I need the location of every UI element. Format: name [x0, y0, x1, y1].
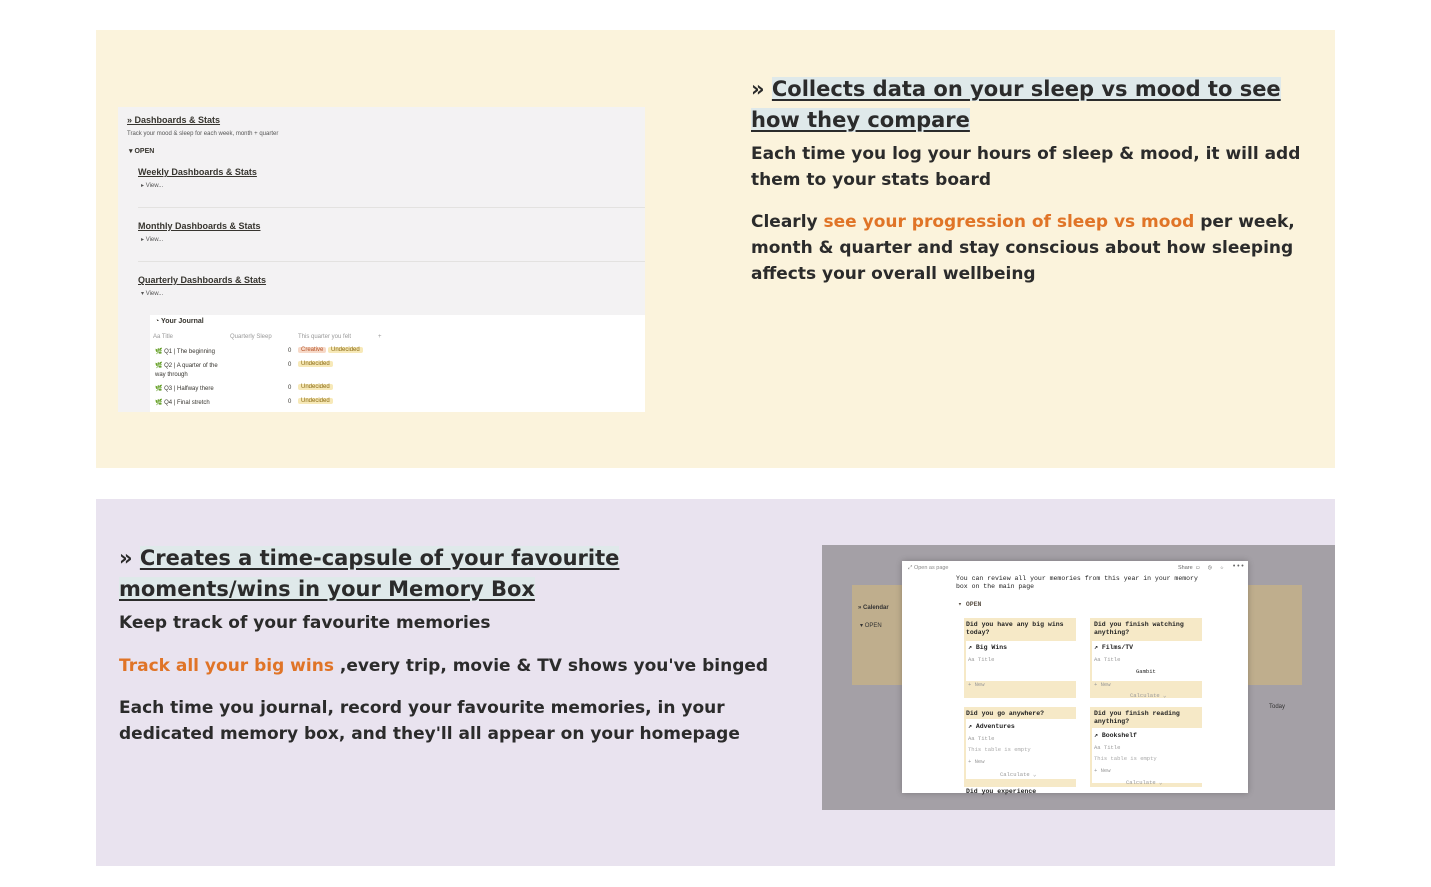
weekly-dashboards-link[interactable]: Weekly Dashboards & Stats: [138, 167, 257, 177]
weekly-view-toggle[interactable]: ▸ View...: [141, 183, 164, 189]
adventures-title-col: Aa Title: [968, 735, 995, 742]
row-tags: Creative Undecided: [298, 347, 363, 353]
star-icon[interactable]: ☆: [1220, 564, 1224, 571]
open-toggle[interactable]: ▾ OPEN: [129, 148, 155, 155]
divider: [138, 261, 645, 262]
divider: [138, 207, 645, 208]
adventures-question: Did you go anywhere?: [966, 710, 1045, 717]
bookshelf-db-link[interactable]: ↗ Bookshelf: [1094, 732, 1137, 739]
calendar-heading: » Calendar: [858, 605, 889, 611]
comment-icon[interactable]: ▭: [1196, 564, 1200, 571]
row-sleep-value: 0: [288, 385, 292, 391]
journal-title: ◔ Your Journal: [155, 318, 204, 325]
bookshelf-title-col: Aa Title: [1094, 744, 1121, 751]
memory-box-panel: [96, 499, 1335, 866]
open-as-page-button[interactable]: ⤢ Open as page: [908, 565, 949, 571]
memory-heading-link[interactable]: Creates a time-capsule of your favourite moments/wins in your Memory Box: [119, 546, 620, 601]
sleep-heading: » Collects data on your sleep vs mood to see how they compare: [751, 77, 1281, 132]
experience-question: Did you experience: [966, 788, 1037, 795]
memory-heading: » Creates a time-capsule of your favourite moments/wins in your Memory Box: [119, 546, 620, 601]
big-wins-highlight: Track all your big wins: [119, 656, 334, 676]
column-title: Aa Title: [153, 334, 174, 340]
dashboard-screenshot: [118, 107, 645, 412]
memory-box-screenshot: [822, 545, 1335, 810]
films-title-col: Aa Title: [1094, 656, 1121, 663]
row-sleep-value: 0: [288, 348, 292, 354]
journal-entry-modal: [902, 561, 1248, 793]
table-row[interactable]: 🌿 Q3 | Halfway there: [155, 386, 214, 392]
quarterly-view-toggle[interactable]: ▾ View...: [141, 291, 164, 297]
sleep-heading-link[interactable]: Collects data on your sleep vs mood to see how they compare: [751, 77, 1281, 132]
memory-paragraph-2: Track all your big wins ,every trip, movie & TV shows you've binged: [119, 656, 769, 676]
memory-intro-text: You can review all your memories from this year in your memory box on the main page: [956, 575, 1198, 590]
more-icon[interactable]: •••: [1232, 563, 1245, 571]
modal-open-toggle[interactable]: ▾ OPEN: [958, 601, 982, 608]
table-row[interactable]: 🌿 Q1 | The beginning: [155, 349, 215, 355]
row-tags: Undecided: [298, 384, 333, 390]
films-question: Did you finish watching anything?: [1094, 621, 1184, 636]
big-wins-db-link[interactable]: ↗ Big Wins: [968, 644, 1008, 651]
sleep-copy: [751, 74, 1331, 287]
table-row[interactable]: 🌿 Q2 | A quarter of the way through: [155, 363, 218, 378]
row-tags: Undecided: [298, 361, 333, 367]
adventures-db-link[interactable]: ↗ Adventures: [968, 723, 1015, 730]
column-quarter-felt: This quarter you felt: [298, 334, 352, 340]
big-wins-title-col: Aa Title: [968, 656, 995, 663]
sleep-highlight: see your progression of sleep vs mood: [823, 212, 1195, 232]
monthly-dashboards-link[interactable]: Monthly Dashboards & Stats: [138, 221, 261, 231]
journal-table: [150, 315, 645, 412]
row-sleep-value: 0: [288, 399, 292, 405]
quarterly-dashboards-link[interactable]: Quarterly Dashboards & Stats: [138, 275, 267, 285]
memory-paragraph-3: Each time you journal, record your favourite memories, in your dedicated memory box, and they'll all appear on your homepage: [119, 698, 740, 744]
films-calculate[interactable]: Calculate ⌄: [1130, 692, 1167, 699]
memory-paragraph-1: Keep track of your favourite memories: [119, 613, 491, 633]
dashboard-subtitle: Track your mood & sleep for each week, month + quarter: [127, 131, 279, 137]
memory-copy: [119, 543, 774, 747]
films-db-link[interactable]: ↗ Films/TV: [1094, 644, 1134, 651]
films-new[interactable]: + New: [1094, 681, 1111, 688]
monthly-view-toggle[interactable]: ▸ View...: [141, 237, 164, 243]
add-column-button[interactable]: +: [378, 334, 382, 340]
row-sleep-value: 0: [288, 362, 292, 368]
share-button[interactable]: Share: [1178, 565, 1193, 571]
background-open-toggle: ▾ OPEN: [860, 623, 882, 629]
bookshelf-new[interactable]: + New: [1094, 767, 1111, 774]
bookshelf-empty: This table is empty: [1094, 755, 1157, 762]
today-button[interactable]: Today: [1269, 704, 1286, 710]
big-wins-question: Did you have any big wins today?: [966, 621, 1064, 636]
sleep-stats-panel: [96, 30, 1335, 468]
films-entry[interactable]: Gambit: [1136, 668, 1156, 675]
column-quarterly-sleep: Quarterly Sleep: [230, 334, 272, 340]
bookshelf-question: Did you finish reading anything?: [1094, 710, 1180, 725]
sleep-paragraph-2: Clearly see your progression of sleep vs mood per week, month & quarter and stay conscious about how sleeping affects your overall wellbeing: [751, 212, 1295, 284]
big-wins-new[interactable]: + New: [968, 681, 985, 688]
dashboard-title: » Dashboards & Stats: [127, 115, 221, 125]
bookshelf-calculate[interactable]: Calculate ⌄: [1126, 779, 1163, 786]
sleep-paragraph-1: Each time you log your hours of sleep & mood, it will add them to your stats board: [751, 144, 1301, 190]
table-row[interactable]: 🌿 Q4 | Final stretch: [155, 400, 210, 406]
row-tags: Undecided: [298, 398, 333, 404]
clock-icon[interactable]: ◷: [1208, 564, 1212, 571]
adventures-calculate[interactable]: Calculate ⌄: [1000, 771, 1037, 778]
adventures-new[interactable]: + New: [968, 758, 985, 765]
adventures-empty: This table is empty: [968, 746, 1031, 753]
